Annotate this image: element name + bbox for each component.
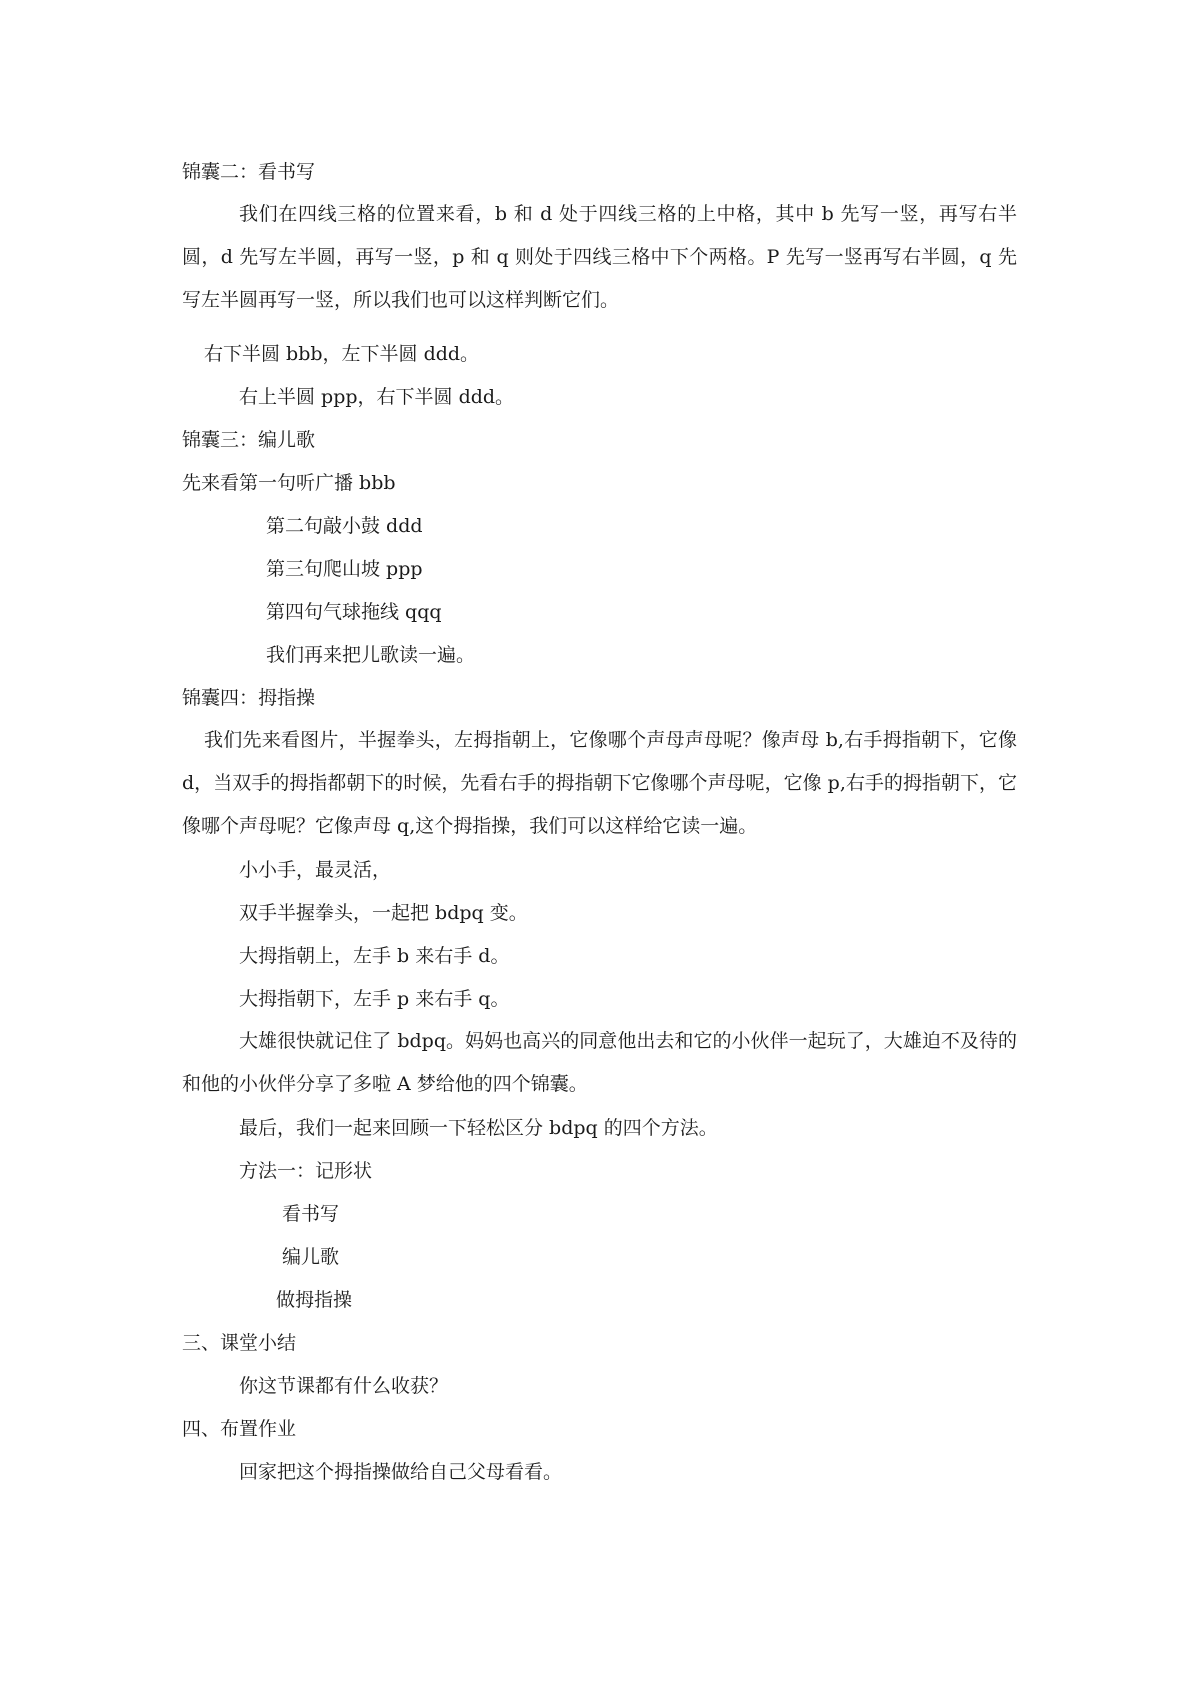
thumb-rhyme-3: 大拇指朝上，左手 b 来右手 d。 [239,945,510,967]
rhyme-line-3: 第三句爬山坡 ppp [266,558,423,580]
heading-jin-nang-4: 锦囊四：拇指操 [182,687,316,709]
method-3: 编儿歌 [282,1246,340,1268]
method-4: 做拇指操 [276,1289,353,1311]
heading-jin-nang-3: 锦囊三：编儿歌 [182,429,316,451]
line-upper-semicircle: 右上半圆 ppp，右下半圆 ddd。 [239,386,515,408]
rhyme-line-4: 第四句气球拖线 qqq [266,601,442,623]
heading-jin-nang-2: 锦囊二：看书写 [182,161,316,183]
class-summary-question: 你这节课都有什么收获？ [239,1375,449,1397]
thumb-rhyme-1: 小小手，最灵活， [239,859,392,881]
paragraph-thumb-exercise: 我们先来看图片，半握拳头，左拇指朝上，它像哪个声母声母呢？像声母 b,右手拇指朝下，它像 d，当双手的拇指都朝下的时候，先看右手的拇指朝下它像哪个声母呢，它像 p,右手的拇指朝下，它像哪个声母呢？它像声母 q,这个拇指操，我们可以这样给它读一遍。 [182,729,1017,837]
paragraph-writing-position: 我们在四线三格的位置来看，b 和 d 处于四线三格的上中格，其中 b 先写一竖，再写右半圆，d 先写左半圆，再写一竖，p 和 q 则处于四线三格中下个两格。P 先写一竖再写右半圆，q 先写左半圆再写一竖，所以我们也可以这样判断它们。 [182,203,1017,311]
thumb-rhyme-2: 双手半握拳头，一起把 bdpq 变。 [239,902,528,924]
heading-homework: 四、布置作业 [182,1418,297,1440]
rhyme-line-1: 先来看第一句听广播 bbb [182,472,396,494]
homework-line: 回家把这个拇指操做给自己父母看看。 [239,1461,563,1483]
summary-line: 最后，我们一起来回顾一下轻松区分 bdpq 的四个方法。 [239,1117,718,1139]
method-1: 方法一：记形状 [239,1160,373,1182]
heading-class-summary: 三、课堂小结 [182,1332,297,1354]
paragraph-story: 大雄很快就记住了 bdpq。妈妈也高兴的同意他出去和它的小伙伴一起玩了，大雄迫不及待的和他的小伙伴分享了多啦 A 梦给他的四个锦囊。 [182,1030,1017,1095]
line-lower-semicircle: 右下半圆 bbb，左下半圆 ddd。 [204,343,480,365]
rhyme-line-2: 第二句敲小鼓 ddd [266,515,423,537]
method-2: 看书写 [282,1203,340,1225]
thumb-rhyme-4: 大拇指朝下，左手 p 来右手 q。 [239,988,510,1010]
rhyme-read-again: 我们再来把儿歌读一遍。 [266,644,476,666]
